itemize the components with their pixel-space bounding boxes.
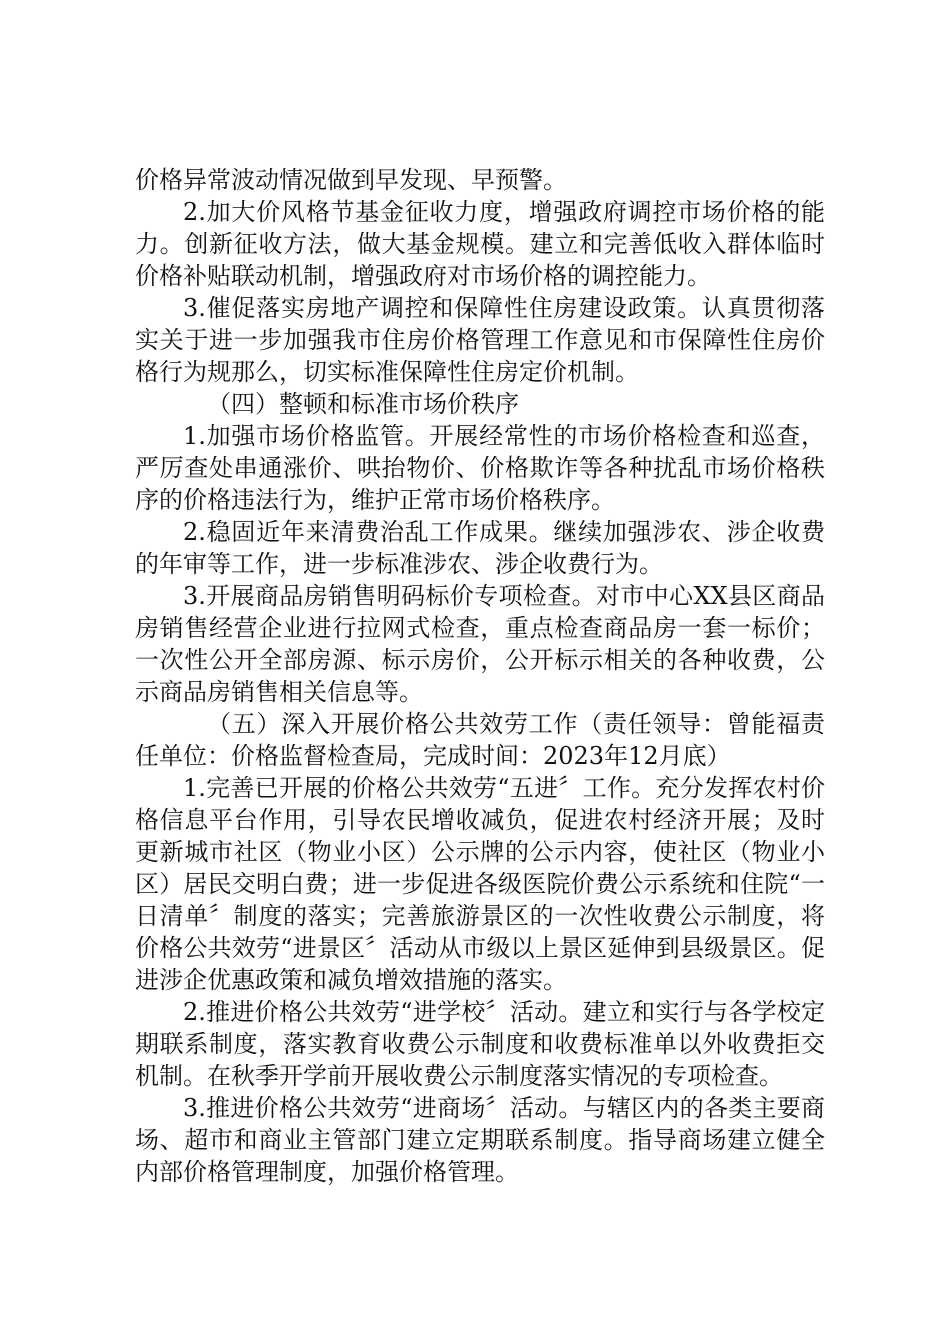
paragraph-fee-rectification: 2.稳固近年来清费治乱工作成果。继续加强涉农、涉企收费的年审等工作，进一步标准涉农、涉企收费行为。 [135,518,825,578]
section-heading-five: （五）深入开展价格公共效劳工作（责任领导：曾能福责任单位：价格监督检查局，完成时间：2023年12月底） [135,710,825,770]
paragraph-price-warning: 价格异常波动情况做到早发现、早预警。 [135,166,567,194]
paragraph-housing-policy: 3.催促落实房地产调控和保障性住房建设政策。认真贯彻落实关于进一步加强我市住房价格管理工作意见和市保障性住房价格行为规那么，切实标准保障性住房定价机制。 [135,294,825,386]
document-body [135,164,825,1188]
paragraph-five-entries: 1.完善已开展的价格公共效劳“五进〞工作。充分发挥农村价格信息平台作用，引导农民增收减负，促进农村经济开展；及时更新城市社区（物业小区）公示牌的公示内容，使社区（物业小区）居民交明白费；进一步促进各级医院价费公示系统和住院“一日清单〞制度的落实；完善旅游景区的一次性收费公示制度，将价格公共效劳“进景区〞活动从市级以上景区延伸到县级景区。促进涉企优惠政策和减负增效措施的落实。 [135,774,825,994]
paragraph-fund-collection: 2.加大价风格节基金征收力度，增强政府调控市场价格的能力。创新征收方法，做大基金规模。建立和完善低收入群体临时价格补贴联动机制，增强政府对市场价格的调控能力。 [135,198,825,290]
section-heading-four: （四）整顿和标准市场价秩序 [207,390,519,418]
paragraph-mall-service: 3.推进价格公共效劳“进商场〞活动。与辖区内的各类主要商场、超市和商业主管部门建立定期联系制度。指导商场建立健全内部价格管理制度，加强价格管理。 [135,1094,825,1186]
paragraph-school-service: 2.推进价格公共效劳“进学校〞活动。建立和实行与各学校定期联系制度，落实教育收费公示制度和收费标准单以外收费拒交机制。在秋季开学前开展收费公示制度落实情况的专项检查。 [135,998,825,1090]
paragraph-market-supervision: 1.加强市场价格监管。开展经常性的市场价格检查和巡查，严厉查处串通涨价、哄抬物价、价格欺诈等各种扰乱市场价格秩序的价格违法行为，维护正常市场价格秩序。 [135,422,825,514]
paragraph-housing-price-inspection: 3.开展商品房销售明码标价专项检查。对市中心XX县区商品房销售经营企业进行拉网式检查，重点检查商品房一套一标价；一次性公开全部房源、标示房价，公开标示相关的各种收费，公示商品房销售相关信息等。 [135,582,825,706]
